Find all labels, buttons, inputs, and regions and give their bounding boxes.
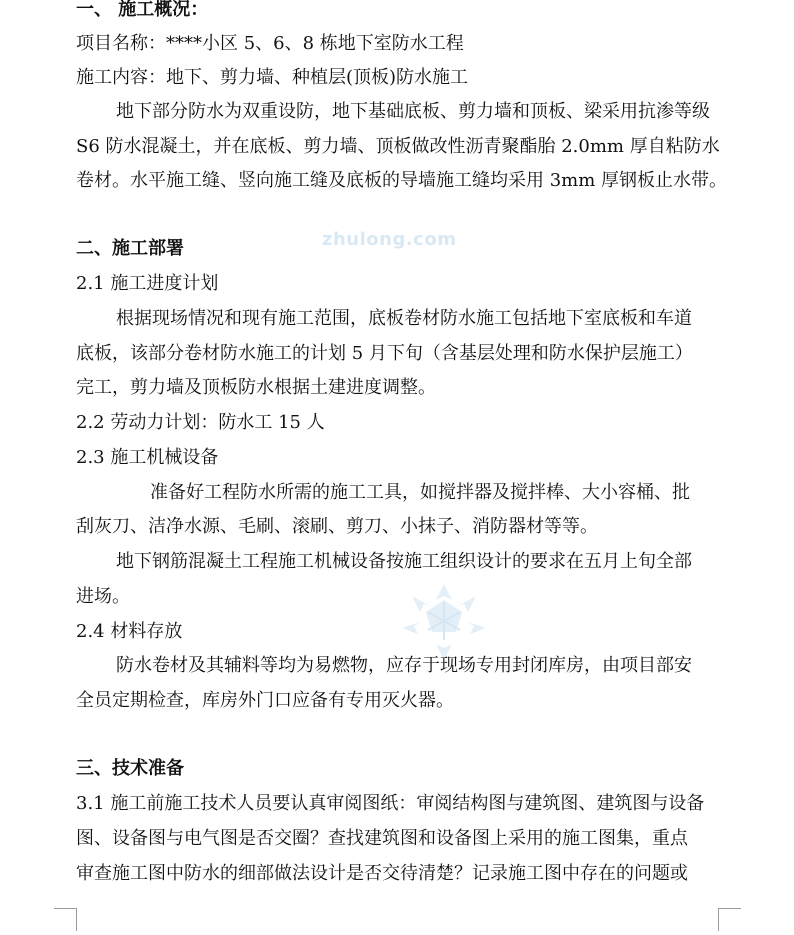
storage-paragraph-line-1: 防水卷材及其辅料等均为易燃物，应存于现场专用封闭库房，由项目部安 (116, 655, 692, 676)
overview-paragraph-line-3: 卷材。水平施工缝、竖向施工缝及底板的导墙施工缝均采用 3mm 厚钢板止水带。 (76, 170, 728, 191)
crop-mark-right (718, 908, 741, 931)
equipment-paragraph-line-1: 准备好工程防水所需的施工工具，如搅拌器及搅拌棒、大小容桶、批 (150, 482, 690, 503)
schedule-paragraph-line-3: 完工，剪力墙及顶板防水根据土建进度调整。 (76, 377, 436, 398)
watermark-logo-icon (398, 582, 490, 662)
section-heading-deployment: 二、施工部署 (76, 238, 184, 259)
storage-subheading: 2.4 材料存放 (76, 621, 183, 642)
section-heading-technical: 三、技术准备 (76, 758, 184, 779)
storage-paragraph-line-2: 全员定期检查，库房外门口应备有专用灭火器。 (76, 690, 454, 711)
labor-plan-line: 2.2 劳动力计划：防水工 15 人 (76, 412, 325, 433)
technical-paragraph-line-3: 审查施工图中防水的细部做法设计是否交待清楚？记录施工图中存在的问题或 (76, 863, 688, 884)
crop-mark-left (54, 908, 77, 931)
overview-paragraph-line-2: S6 防水混凝土，并在底板、剪力墙、顶板做改性沥青聚酯胎 2.0mm 厚自粘防水 (76, 136, 720, 157)
schedule-paragraph-line-1: 根据现场情况和现有施工范围，底板卷材防水施工包括地下室底板和车道 (116, 308, 692, 329)
schedule-paragraph-line-2: 底板，该部分卷材防水施工的计划 5 月下旬（含基层处理和防水保护层施工） (76, 343, 693, 364)
section-heading-overview: 一、 施工概况： (76, 0, 209, 20)
watermark-text: zhulong.com (322, 229, 457, 250)
equipment-subheading: 2.3 施工机械设备 (76, 447, 219, 468)
construction-content-line: 施工内容：地下、剪力墙、种植层(顶板)防水施工 (76, 67, 469, 88)
equipment-paragraph-line-2: 刮灰刀、洁净水源、毛刷、滚刷、剪刀、小抹子、消防器材等等。 (76, 516, 598, 537)
project-name-line: 项目名称：****小区 5、6、8 栋地下室防水工程 (76, 33, 464, 54)
technical-paragraph-line-1: 3.1 施工前施工技术人员要认真审阅图纸：审阅结构图与建筑图、建筑图与设备 (76, 793, 705, 814)
overview-paragraph-line-1: 地下部分防水为双重设防，地下基础底板、剪力墙和顶板、梁采用抗渗等级 (116, 101, 710, 122)
technical-paragraph-line-2: 图、设备图与电气图是否交圈？查找建筑图和设备图上采用的施工图集，重点 (76, 828, 688, 849)
equipment-paragraph-line-4: 进场。 (76, 586, 130, 607)
schedule-subheading: 2.1 施工进度计划 (76, 273, 219, 294)
equipment-paragraph-line-3: 地下钢筋混凝土工程施工机械设备按施工组织设计的要求在五月上旬全部 (116, 551, 692, 572)
